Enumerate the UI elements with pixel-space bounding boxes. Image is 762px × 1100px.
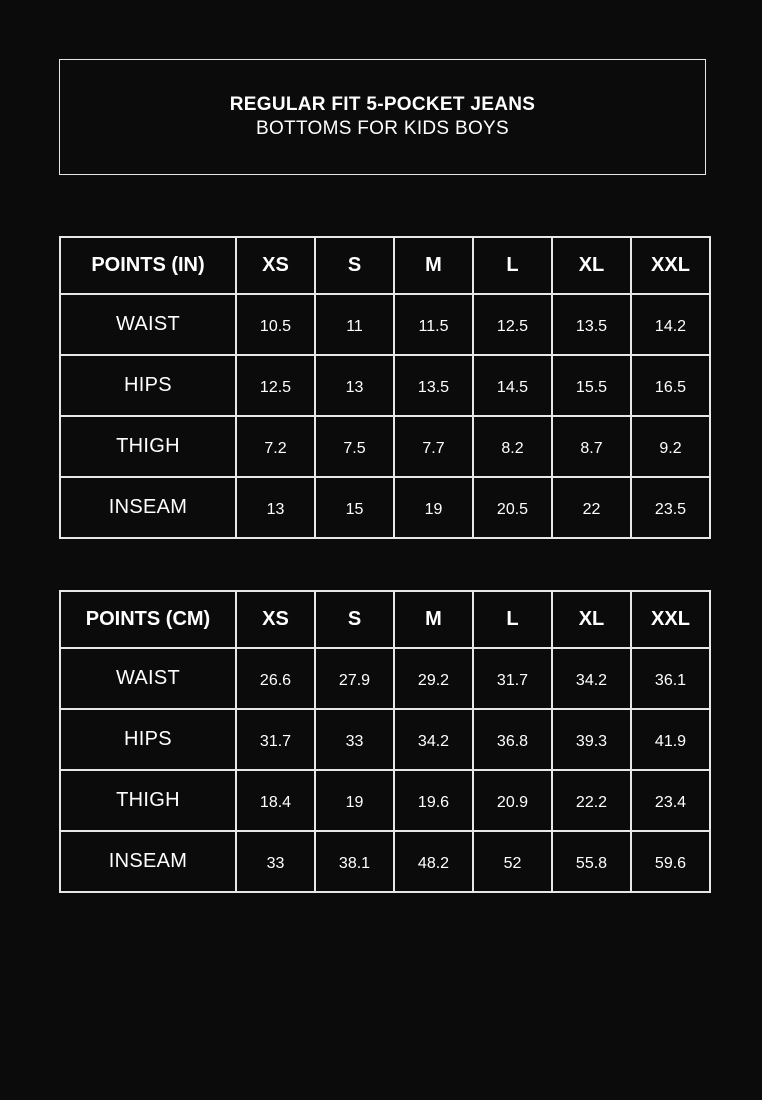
size-header: XS	[236, 591, 315, 648]
row-label: WAIST	[60, 648, 236, 709]
table-cell: 26.6	[236, 648, 315, 709]
table-cell: 11	[315, 294, 394, 355]
table-cell: 20.9	[473, 770, 552, 831]
table-row	[60, 770, 710, 831]
table-cell: 23.4	[631, 770, 710, 831]
table-header-row	[60, 237, 710, 294]
table-cell: 10.5	[236, 294, 315, 355]
row-label: HIPS	[60, 709, 236, 770]
table-cell: 48.2	[394, 831, 473, 892]
table-cell: 12.5	[473, 294, 552, 355]
table-cell: 16.5	[631, 355, 710, 416]
table-cell: 31.7	[236, 709, 315, 770]
size-header: XS	[236, 237, 315, 294]
table-cell: 23.5	[631, 477, 710, 538]
table-cell: 14.2	[631, 294, 710, 355]
table-cell: 13.5	[394, 355, 473, 416]
table-cell: 22.2	[552, 770, 631, 831]
table-cell: 33	[315, 709, 394, 770]
table-row	[60, 416, 710, 477]
table-cell: 33	[236, 831, 315, 892]
table-cell: 15.5	[552, 355, 631, 416]
title-box	[59, 59, 706, 175]
row-label: INSEAM	[60, 477, 236, 538]
size-table-centimeters	[59, 590, 711, 893]
row-label: INSEAM	[60, 831, 236, 892]
table-cell: 13	[236, 477, 315, 538]
row-label: HIPS	[60, 355, 236, 416]
table-header-row	[60, 591, 710, 648]
table-cell: 55.8	[552, 831, 631, 892]
size-table-inches	[59, 236, 711, 539]
points-header: POINTS (IN)	[60, 237, 236, 294]
table-row	[60, 355, 710, 416]
table-cell: 14.5	[473, 355, 552, 416]
table-cell: 36.1	[631, 648, 710, 709]
table-cell: 34.2	[552, 648, 631, 709]
table-cell: 20.5	[473, 477, 552, 538]
points-header: POINTS (CM)	[60, 591, 236, 648]
table-cell: 9.2	[631, 416, 710, 477]
size-header: S	[315, 591, 394, 648]
table-cell: 13	[315, 355, 394, 416]
table-row	[60, 294, 710, 355]
size-header: S	[315, 237, 394, 294]
table-row	[60, 831, 710, 892]
table-cell: 31.7	[473, 648, 552, 709]
size-header: M	[394, 237, 473, 294]
row-label: THIGH	[60, 770, 236, 831]
size-header: XXL	[631, 237, 710, 294]
table-cell: 41.9	[631, 709, 710, 770]
table-cell: 8.7	[552, 416, 631, 477]
size-header: XL	[552, 591, 631, 648]
product-subtitle: BOTTOMS FOR KIDS BOYS	[256, 118, 509, 139]
table-cell: 7.5	[315, 416, 394, 477]
table-cell: 19	[394, 477, 473, 538]
table-cell: 39.3	[552, 709, 631, 770]
table-cell: 19	[315, 770, 394, 831]
row-label: WAIST	[60, 294, 236, 355]
table-cell: 18.4	[236, 770, 315, 831]
table-cell: 11.5	[394, 294, 473, 355]
size-header: M	[394, 591, 473, 648]
table-cell: 38.1	[315, 831, 394, 892]
table-cell: 12.5	[236, 355, 315, 416]
row-label: THIGH	[60, 416, 236, 477]
table-row	[60, 648, 710, 709]
table-row	[60, 709, 710, 770]
table-cell: 22	[552, 477, 631, 538]
table-cell: 59.6	[631, 831, 710, 892]
size-header: L	[473, 591, 552, 648]
table-row	[60, 477, 710, 538]
table-cell: 7.2	[236, 416, 315, 477]
table-cell: 15	[315, 477, 394, 538]
product-title: REGULAR FIT 5-POCKET JEANS	[229, 94, 536, 115]
table-cell: 19.6	[394, 770, 473, 831]
size-header: XXL	[631, 591, 710, 648]
size-header: L	[473, 237, 552, 294]
table-cell: 27.9	[315, 648, 394, 709]
table-cell: 7.7	[394, 416, 473, 477]
size-header: XL	[552, 237, 631, 294]
table-cell: 52	[473, 831, 552, 892]
table-cell: 8.2	[473, 416, 552, 477]
table-cell: 29.2	[394, 648, 473, 709]
table-cell: 13.5	[552, 294, 631, 355]
table-cell: 36.8	[473, 709, 552, 770]
table-cell: 34.2	[394, 709, 473, 770]
